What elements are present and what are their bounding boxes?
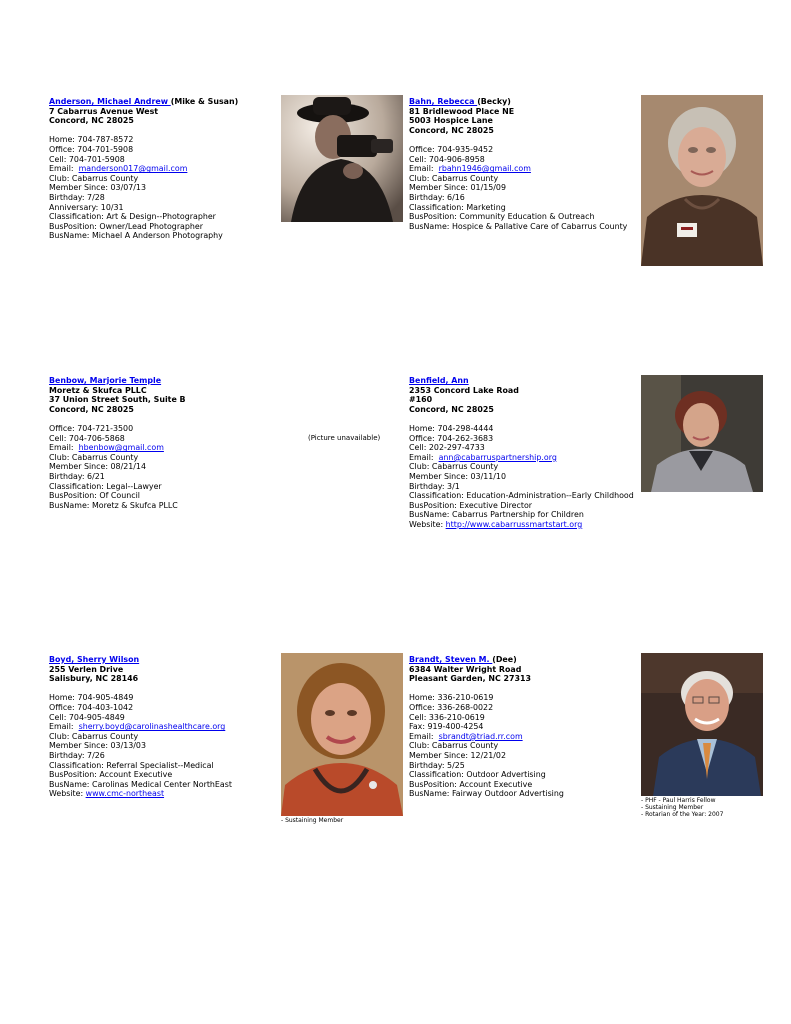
member-address-line: Concord, NC 28025 (409, 125, 494, 135)
member-detail-line: Office: 336-268-0022 (409, 702, 494, 712)
member-address-line: Pleasant Garden, NC 27313 (409, 674, 531, 684)
member-nickname: (Dee) (492, 655, 517, 664)
member-detail-line: Cell: 704-906-8958 (409, 154, 485, 164)
member-photo-benfield (641, 375, 763, 492)
member-name (49, 376, 186, 386)
member-detail-line: BusName: Michael A Anderson Photography (49, 231, 223, 241)
member-name (409, 655, 564, 665)
member-detail-line: Classification: Outdoor Advertising (409, 770, 546, 780)
member-detail-line: BusPosition: Owner/Lead Photographer (49, 221, 204, 231)
member-name (409, 376, 634, 386)
member-card-brandt (409, 655, 564, 799)
member-detail-line: Club: Cabarrus County (409, 741, 499, 751)
member-detail-line: Cell: 704-701-5908 (49, 154, 125, 164)
member-detail-line: Office: 704-262-3683 (409, 433, 494, 443)
member-link-label: Email: (409, 731, 439, 741)
member-card-boyd (49, 655, 232, 799)
member-detail-line: BusName: Fairway Outdoor Advertising (409, 789, 564, 799)
member-detail-line: BusName: Cabarrus Partnership for Children (409, 510, 584, 520)
email-link[interactable]: manderson017@gmail.com (78, 164, 188, 174)
spacer (49, 414, 186, 424)
email-link[interactable]: rbahn1946@gmail.com (438, 164, 531, 174)
member-photo-brandt (641, 653, 763, 796)
member-card-benbow (49, 376, 186, 510)
member-detail-line: Office: 704-721-3500 (49, 423, 134, 433)
member-address-line: #160 (409, 395, 433, 405)
member-detail-line: Home: 704-905-4849 (49, 693, 134, 703)
member-detail-line: Member Since: 03/07/13 (49, 183, 146, 193)
member-note: - Sustaining Member (281, 817, 344, 824)
spacer (409, 135, 627, 145)
member-detail-line: Office: 704-403-1042 (49, 702, 134, 712)
email-link[interactable]: ann@cabarruspartnership.org (438, 452, 557, 462)
member-address-line: 2353 Concord Lake Road (409, 385, 519, 395)
member-detail-line: Home: 336-210-0619 (409, 693, 494, 703)
member-detail-line: Cell: 704-706-5868 (49, 433, 125, 443)
member-detail-line: BusPosition: Account Executive (49, 770, 173, 780)
member-detail-line: Member Since: 03/13/03 (49, 741, 146, 751)
member-card-benfield (409, 376, 634, 530)
member-name-link[interactable]: Brandt, Steven M. (409, 655, 493, 664)
member-link-line (49, 789, 232, 799)
member-address-line: Concord, NC 28025 (49, 404, 134, 414)
member-name (49, 97, 238, 107)
member-detail-line: Club: Cabarrus County (49, 173, 139, 183)
member-note: - Rotarian of the Year: 2007 (641, 811, 724, 819)
member-address-line: 6384 Walter Wright Road (409, 664, 522, 674)
member-detail-line: BusPosition: Account Executive (409, 779, 533, 789)
member-detail-line: Office: 704-701-5908 (49, 144, 134, 154)
member-detail-line: Club: Cabarrus County (49, 731, 139, 741)
member-detail-line: BusName: Carolinas Medical Center NorthEast (49, 779, 232, 789)
member-note: - Sustaining Member (641, 804, 704, 812)
member-detail-line: Birthday: 7/28 (49, 192, 105, 202)
website-link[interactable]: www.cmc-northeast (85, 789, 165, 799)
member-detail-line: Classification: Legal--Lawyer (49, 481, 162, 491)
member-detail-line: Member Since: 08/21/14 (49, 462, 146, 472)
member-detail-line: Classification: Marketing (409, 202, 506, 212)
email-link[interactable]: sbrandt@triad.rr.com (438, 731, 523, 741)
member-card-bahn (409, 97, 627, 231)
member-detail-line: Office: 704-935-9452 (409, 144, 494, 154)
member-address-line: Salisbury, NC 28146 (49, 674, 139, 684)
spacer (409, 684, 564, 694)
member-link-label: Email: (409, 164, 439, 174)
member-detail-line: Classification: Education-Administration--Early Childhood (409, 491, 634, 501)
member-link-line (409, 164, 627, 174)
member-link-label: Website: (409, 519, 446, 529)
member-link-line (49, 443, 186, 453)
member-address-line: 5003 Hospice Lane (409, 116, 493, 126)
member-photo-bahn (641, 95, 763, 266)
member-detail-line: Member Since: 03/11/10 (409, 471, 506, 481)
member-card-anderson (49, 97, 238, 241)
member-detail-line: BusPosition: Community Education & Outreach (409, 212, 595, 222)
member-address-line: 81 Bridlewood Place NE (409, 106, 515, 116)
member-detail-line: Home: 704-298-4444 (409, 423, 494, 433)
picture-unavailable-label: (Picture unavailable) (308, 434, 381, 442)
member-detail-line: BusPosition: Executive Director (409, 500, 533, 510)
member-link-label: Email: (49, 722, 79, 732)
member-detail-line: Birthday: 3/1 (409, 481, 460, 491)
member-detail-line: Club: Cabarrus County (409, 173, 499, 183)
member-detail-line: Birthday: 6/21 (49, 471, 105, 481)
spacer (49, 684, 232, 694)
member-detail-line: Cell: 704-905-4849 (49, 712, 125, 722)
member-link-line (409, 520, 634, 530)
member-link-label: Email: (49, 164, 79, 174)
member-name (409, 97, 627, 107)
member-address-line: Concord, NC 28025 (49, 116, 134, 126)
member-address-line: Moretz & Skufca PLLC (49, 385, 147, 395)
member-detail-line: Classification: Art & Design--Photographer (49, 212, 216, 222)
member-detail-line: Club: Cabarrus County (49, 452, 139, 462)
member-name-link[interactable]: Bahn, Rebecca (409, 97, 478, 106)
member-name-link[interactable]: Benbow, Marjorie Temple (49, 376, 162, 385)
member-photo-anderson (281, 95, 403, 222)
member-detail-line: Birthday: 5/25 (409, 760, 465, 770)
spacer (49, 126, 238, 136)
member-detail-line: Birthday: 7/26 (49, 750, 105, 760)
member-link-line (49, 164, 238, 174)
member-photo-boyd (281, 653, 403, 816)
member-link-line (49, 722, 232, 732)
member-link-line (409, 732, 564, 742)
member-detail-line: BusPosition: Of Council (49, 491, 140, 501)
member-nickname: (Mike & Susan) (170, 97, 239, 106)
member-detail-line: Club: Cabarrus County (409, 462, 499, 472)
website-link[interactable]: http://www.cabarrussmartstart.org (445, 519, 583, 529)
member-address-line: Concord, NC 28025 (409, 404, 494, 414)
member-address-line: 255 Verlen Drive (49, 664, 124, 674)
member-detail-line: Fax: 919-400-4254 (409, 722, 484, 732)
member-link-line (409, 453, 634, 463)
member-detail-line: Classification: Referral Specialist--Medical (49, 760, 214, 770)
member-link-label: Email: (49, 443, 79, 453)
member-nickname: (Becky) (477, 97, 511, 106)
spacer (409, 414, 634, 424)
member-address-line: 7 Cabarrus Avenue West (49, 106, 159, 116)
member-detail-line: Member Since: 12/21/02 (409, 750, 506, 760)
member-detail-line: Birthday: 6/16 (409, 192, 465, 202)
member-detail-line: Cell: 336-210-0619 (409, 712, 485, 722)
email-link[interactable]: sherry.boyd@carolinashealthcare.org (78, 722, 226, 732)
member-name (49, 655, 232, 665)
member-note: - PHF - Paul Harris Fellow (641, 797, 716, 804)
member-name-link[interactable]: Anderson, Michael Andrew (49, 97, 171, 106)
member-detail-line: Member Since: 01/15/09 (409, 183, 506, 193)
member-notes-boyd (281, 817, 343, 824)
member-detail-line: Anniversary: 10/31 (49, 202, 124, 212)
member-address-line: 37 Union Street South, Suite B (49, 395, 186, 405)
member-detail-line: BusName: Moretz & Skufca PLLC (49, 500, 178, 510)
member-detail-line: Home: 704-787-8572 (49, 135, 134, 145)
member-name-link[interactable]: Boyd, Sherry Wilson (49, 655, 140, 664)
member-link-label: Email: (409, 452, 439, 462)
member-detail-line: BusName: Hospice & Pallative Care of Cabarrus County (409, 221, 628, 231)
email-link[interactable]: hbenbow@gmail.com (78, 443, 164, 453)
member-detail-line: Cell: 202-297-4733 (409, 443, 485, 453)
member-name-link[interactable]: Benfield, Ann (409, 376, 469, 385)
member-link-label: Website: (49, 789, 86, 799)
member-notes-brandt (641, 797, 723, 819)
